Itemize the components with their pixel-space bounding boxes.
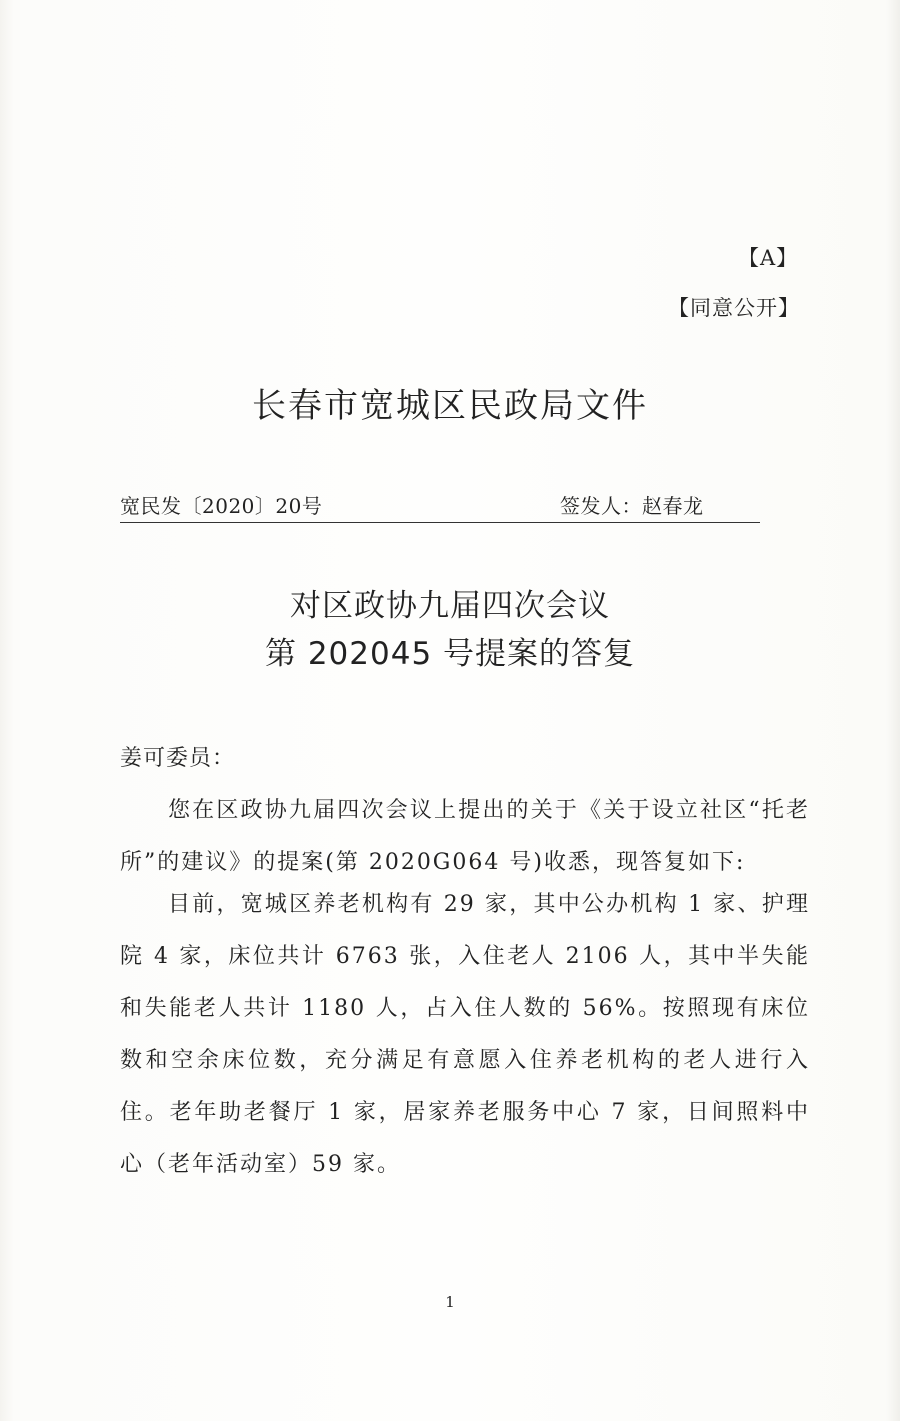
signer: 签发人：赵春龙 [560, 494, 704, 518]
agency-document-title: 长春市宽城区民政局文件 [252, 386, 648, 426]
salutation: 姜可委员： [120, 746, 236, 771]
document-number: 宽民发〔2020〕20号 [120, 494, 323, 518]
reply-title-line-1: 对区政协九届四次会议 [290, 588, 610, 624]
reply-title-line-2: 第 202045 号提案的答复 [264, 636, 636, 672]
body-paragraph: 目前，宽城区养老机构有 29 家，其中公办机构 1 家、护理院 4 家，床位共计 6763 张，入住老人 2106 人，其中半失能和失能老人共计 1180 人，占入住人数的 56%。按照现有床位数和空余床位数，充分满足有意愿入住养老机构的老人进行入住。老年助老餐厅 1 家，居家养老服务中心 7 家，日间照料中心（老年活动室）59 家。 [120, 892, 810, 1177]
page-number: 1 [445, 1293, 455, 1311]
body-paragraph: 您在区政协九届四次会议上提出的关于《关于设立社区“托老所”的建议》的提案(第 2020G064 号)收悉，现答复如下: [120, 798, 810, 875]
issuance-line [120, 492, 760, 523]
security-level-mark: 【A】 [738, 246, 799, 270]
disclosure-mark: 【同意公开】 [668, 296, 800, 320]
